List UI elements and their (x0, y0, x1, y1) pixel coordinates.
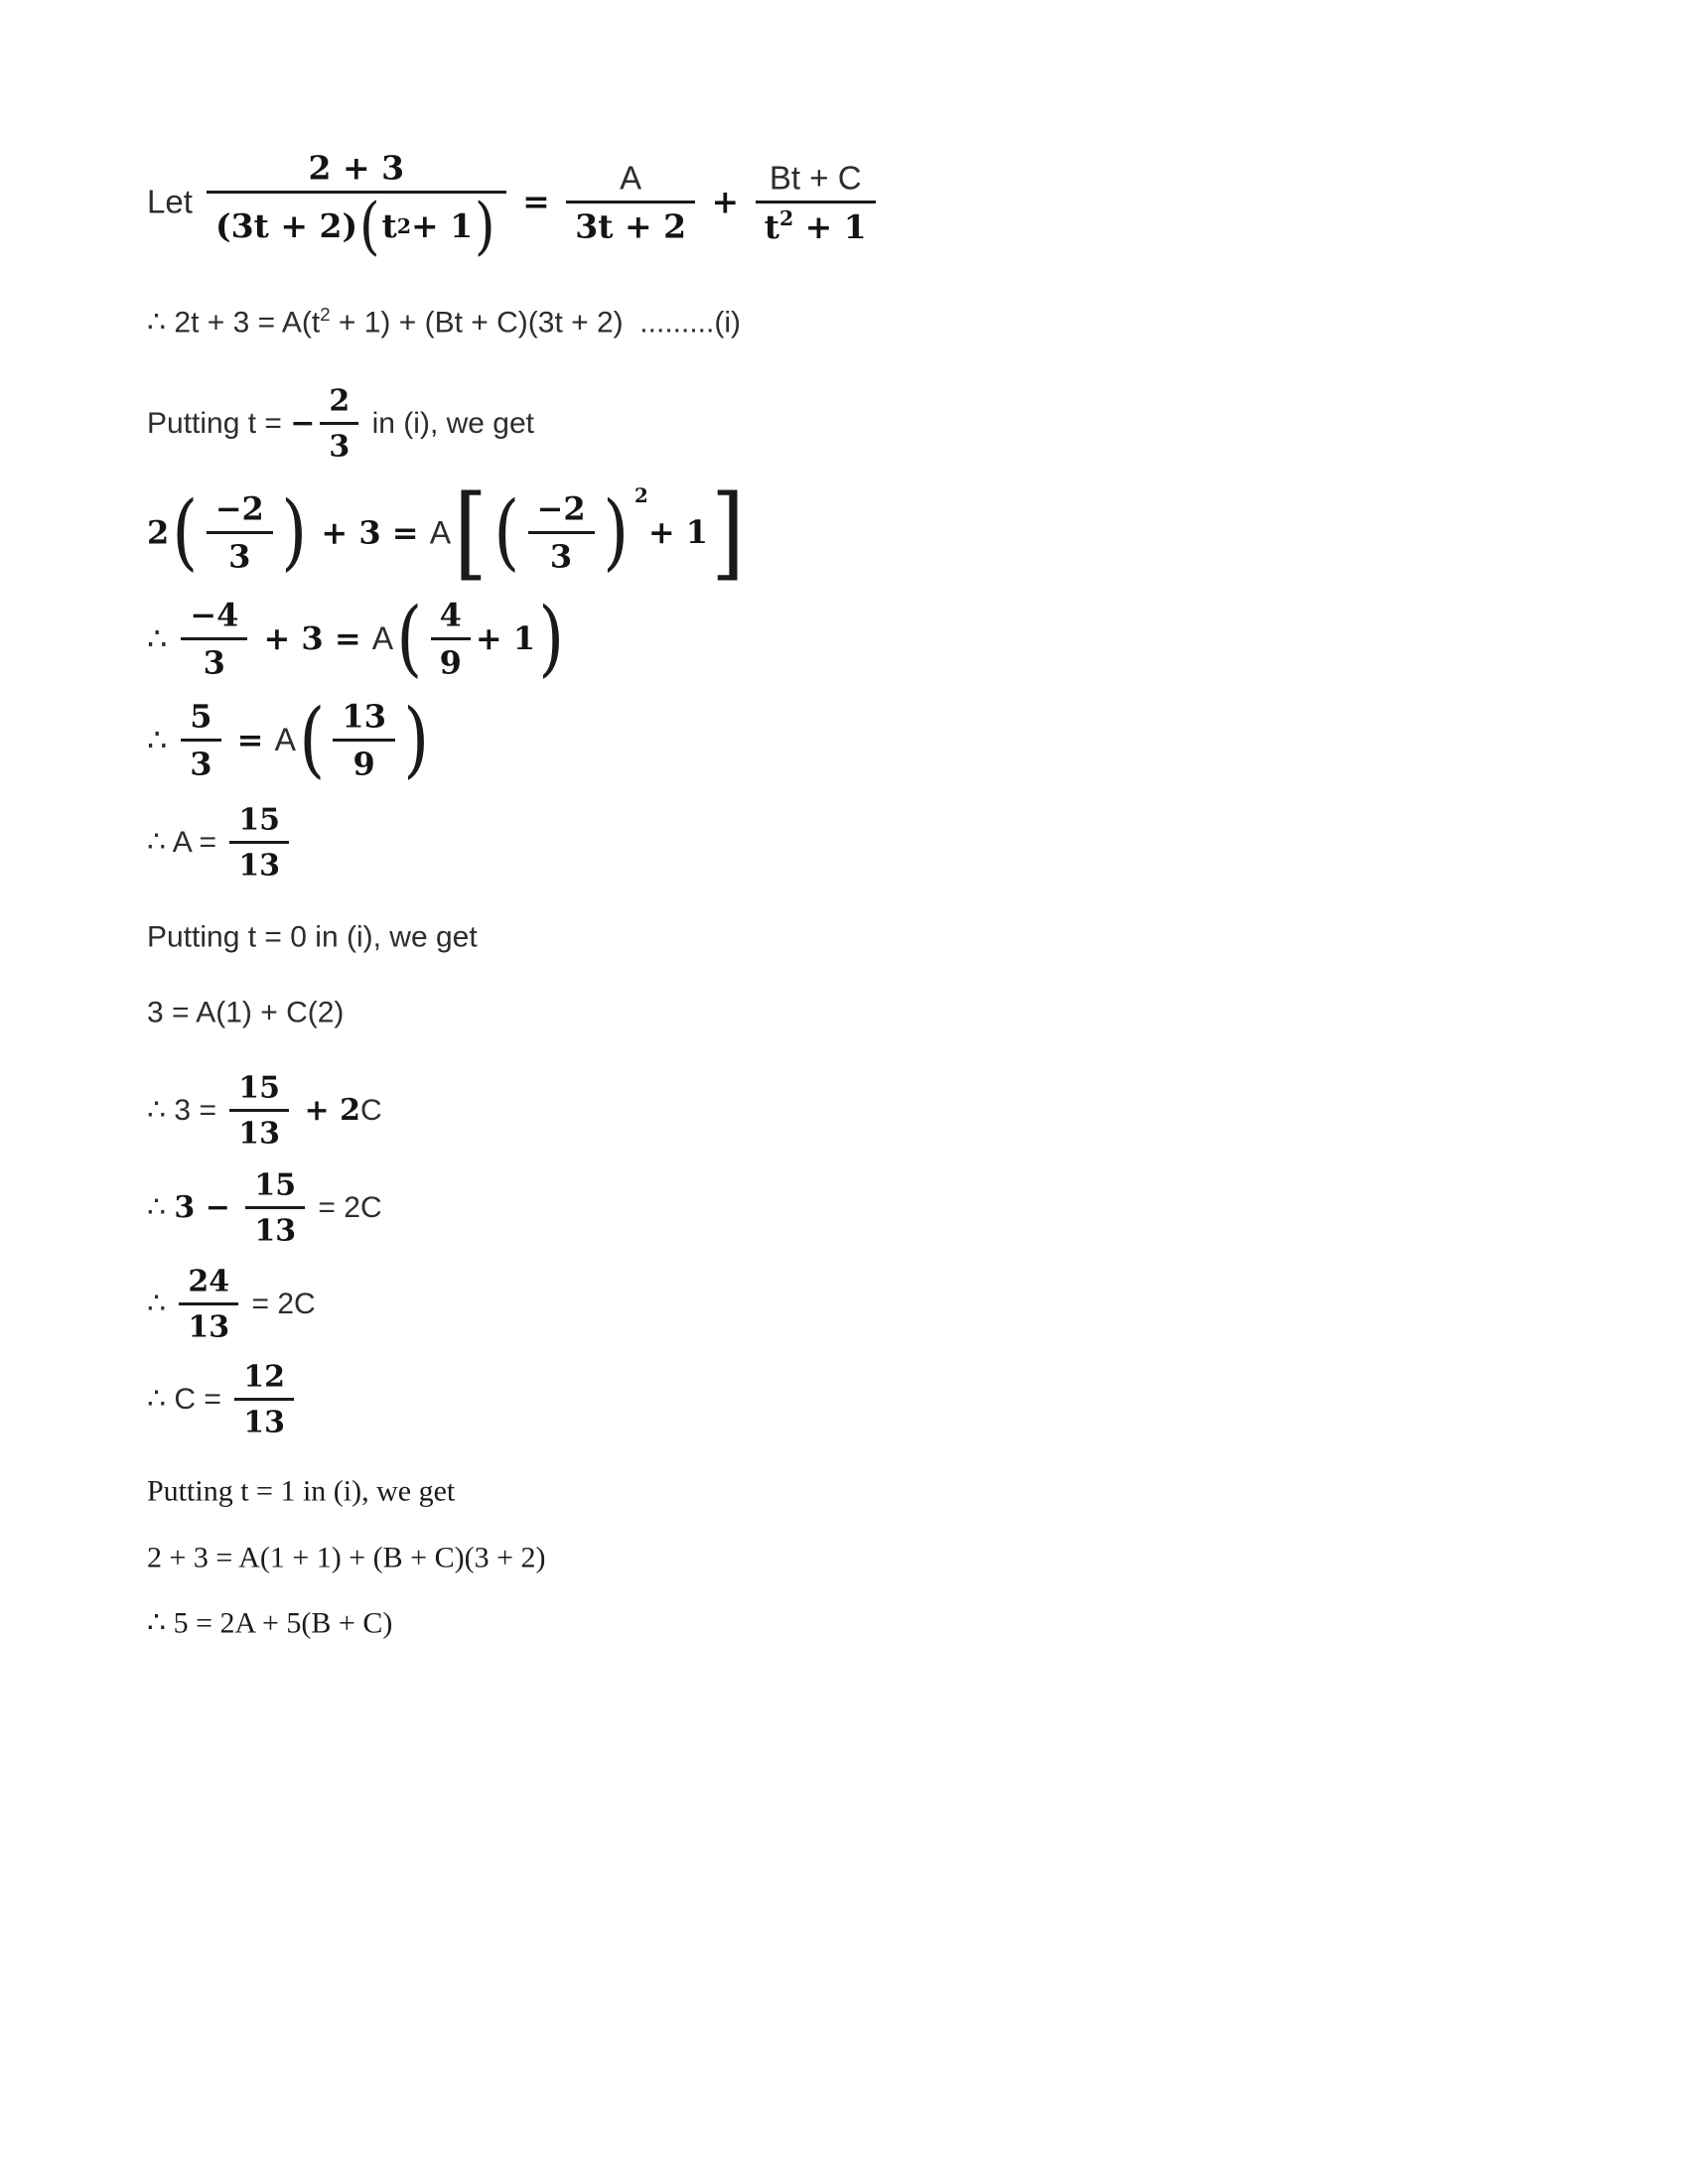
fraction-denominator (566, 201, 695, 245)
fraction-numerator (566, 159, 695, 201)
math-text: + 1 (475, 618, 536, 657)
fraction-denominator (207, 531, 273, 575)
fraction-numerator (756, 159, 876, 201)
eq-substitute-neg (147, 473, 1579, 592)
math-text: 2 (329, 383, 351, 419)
math-text: 12 (243, 1359, 286, 1395)
eq-simplify-1 (147, 590, 1579, 687)
math-text: ∴ 2t + 3 = A(t (147, 306, 321, 340)
math-text: 13 (243, 1405, 286, 1440)
math-text: = (510, 182, 562, 221)
fence-group (451, 473, 748, 592)
math-text: t (381, 206, 397, 246)
eq-c-value (147, 1359, 1579, 1439)
fence-content (381, 206, 474, 246)
math-text: A (371, 619, 394, 656)
math-text: 13 (188, 1308, 230, 1344)
fraction (245, 1167, 305, 1248)
math-text: ∴ C = (147, 1383, 230, 1417)
fraction-numerator (179, 1264, 238, 1302)
open-delimiter-icon: [ (454, 473, 489, 592)
eq-identity (147, 302, 1579, 342)
math-text: + (700, 182, 751, 221)
fraction (756, 159, 876, 246)
math-text: ∴ (147, 1287, 175, 1320)
eq-c-step-2 (147, 1167, 1579, 1248)
math-text: A (429, 514, 452, 551)
math-text: + 1 (647, 513, 709, 552)
math-text: 15 (254, 1167, 297, 1203)
fraction (320, 383, 358, 464)
eq-final (147, 1601, 1579, 1643)
math-text: ∴ (147, 1191, 175, 1225)
math-text: 2 + 3 = A(1 + 1) + (B + C)(3 + 2) (147, 1542, 546, 1575)
fraction-denominator (181, 739, 220, 782)
open-delimiter-icon: ( (396, 590, 423, 687)
eq-t-one (147, 1536, 1579, 1577)
eq-c-step-1 (147, 1070, 1579, 1151)
math-text: ∴ A = (147, 825, 225, 859)
eq-simplify-2 (147, 690, 1579, 787)
math-text: ∴ 3 = (147, 1093, 225, 1127)
math-text: −4 (190, 596, 239, 634)
math-text: A (620, 159, 642, 197)
fraction-numerator (320, 383, 358, 422)
math-text: 13 (254, 1213, 297, 1249)
fraction (207, 490, 273, 576)
math-text: 3 (190, 745, 212, 783)
math-text: 3 (549, 538, 573, 577)
math-text: 15 (238, 1070, 281, 1106)
math-text: 3 − (174, 1190, 241, 1226)
superscript: 2 (396, 213, 412, 238)
fraction-numerator (207, 149, 506, 191)
open-delimiter-icon: ( (493, 483, 520, 581)
math-text: 15 (238, 802, 281, 838)
math-text: 5 (190, 697, 212, 736)
close-delimiter-icon: ) (403, 690, 430, 787)
fraction-numerator (245, 1167, 305, 1206)
fraction-numerator (229, 802, 289, 841)
fraction-denominator (431, 637, 471, 681)
fence-content (328, 698, 400, 783)
math-text: −2 (214, 489, 264, 528)
open-delimiter-icon: ( (358, 190, 380, 263)
fraction (333, 698, 395, 783)
fraction (528, 490, 595, 576)
math-text: Bt + C (769, 159, 862, 197)
superscript: 2 (778, 206, 794, 231)
open-delimiter-icon: ( (299, 690, 326, 787)
fraction-denominator (229, 1109, 289, 1151)
close-delimiter-icon: ) (281, 483, 308, 581)
math-text: + 3 = (252, 618, 372, 657)
fence-content (523, 490, 600, 576)
fence-content (491, 483, 709, 581)
group-exponent: 2 (634, 483, 648, 508)
superscript: 2 (320, 303, 331, 325)
fraction-denominator (320, 422, 358, 464)
math-text: ∴ 5 = 2A + 5(B + C) (147, 1606, 393, 1640)
fraction-denominator (245, 1206, 305, 1248)
math-text: = 2C (243, 1287, 316, 1320)
math-text: 13 (238, 848, 281, 884)
math-text: t (764, 207, 779, 247)
math-text: − (290, 406, 316, 442)
fraction-denominator (234, 1398, 294, 1439)
math-text: = (225, 720, 275, 758)
math-text: + 1 (411, 206, 474, 246)
fraction-numerator (207, 490, 273, 531)
fence-content (426, 597, 535, 682)
math-text: + 1 (793, 207, 867, 247)
fraction-numerator (229, 1070, 289, 1109)
math-text: Putting t = 1 in (i), we get (147, 1474, 456, 1508)
fraction-denominator (756, 201, 876, 246)
math-text: 3 (203, 643, 225, 682)
fraction-numerator (431, 597, 471, 637)
fraction-denominator (181, 637, 247, 681)
eq-main (147, 148, 1579, 263)
fence-group (491, 483, 648, 581)
math-text: 13 (342, 697, 386, 736)
fraction-numerator (528, 490, 595, 531)
fraction (229, 1070, 289, 1151)
math-text: = 2C (310, 1191, 382, 1225)
math-text: 9 (439, 643, 462, 682)
fraction-denominator (229, 841, 289, 883)
fraction (566, 159, 695, 246)
math-text: + 2 (294, 1092, 360, 1128)
fraction-numerator (333, 698, 395, 739)
math-text: 3 (329, 429, 351, 465)
fence-content (202, 490, 278, 576)
close-delimiter-icon: ) (538, 590, 565, 687)
math-text: Putting t = 0 in (i), we get (147, 920, 478, 954)
math-text: 2 + 3 (308, 148, 405, 188)
solution-content (147, 149, 1579, 1643)
fraction-numerator (234, 1359, 294, 1398)
math-text: A (274, 721, 296, 757)
math-text: + 1) + (Bt + C)(3t + 2) (330, 306, 624, 340)
fence-group (393, 590, 567, 687)
math-text: Putting t = (147, 407, 291, 441)
putting-t-zero (147, 916, 1579, 957)
math-text: C (359, 1093, 382, 1127)
math-text: 4 (439, 596, 462, 634)
math-text: 3t + 2 (575, 207, 687, 247)
math-text: ∴ (147, 721, 177, 757)
fraction-denominator (528, 531, 595, 575)
math-text: + 3 = (310, 513, 430, 552)
eq-c-step-3 (147, 1264, 1579, 1344)
close-delimiter-icon: ) (602, 483, 629, 581)
math-text: Let (147, 183, 203, 220)
math-text: −2 (536, 489, 586, 528)
math-text: in (i), we get (363, 407, 535, 441)
fraction-numerator (181, 597, 247, 637)
fraction-denominator (333, 739, 395, 782)
math-text: 9 (352, 745, 375, 783)
math-text: 3 (228, 538, 251, 577)
fraction (229, 802, 289, 883)
eq-a-value (147, 802, 1579, 883)
fence-group (169, 483, 310, 581)
close-delimiter-icon: ] (711, 473, 746, 592)
fraction (207, 148, 506, 263)
putting-t-one (147, 1469, 1579, 1511)
math-text: 2 (147, 513, 170, 552)
eq-t-zero (147, 992, 1579, 1032)
math-text: ∴ (147, 619, 177, 656)
math-text: (3t + 2) (215, 206, 358, 246)
open-delimiter-icon: ( (172, 483, 199, 581)
fraction (179, 1264, 238, 1344)
fence-group (357, 190, 497, 263)
close-delimiter-icon: ) (474, 190, 495, 263)
math-text: 24 (188, 1264, 230, 1299)
fraction (234, 1359, 294, 1439)
math-text: 3 = A(1) + C(2) (147, 996, 345, 1029)
fence-group (296, 690, 432, 787)
math-text: 13 (238, 1115, 281, 1151)
math-text: .........(i) (623, 306, 741, 340)
fraction-denominator (179, 1302, 238, 1344)
fraction (431, 597, 471, 682)
fraction (181, 698, 220, 783)
putting-t-neg-two-thirds (147, 383, 1579, 464)
fraction-numerator (181, 698, 220, 739)
fraction (181, 597, 247, 682)
fraction-denominator (207, 190, 506, 263)
